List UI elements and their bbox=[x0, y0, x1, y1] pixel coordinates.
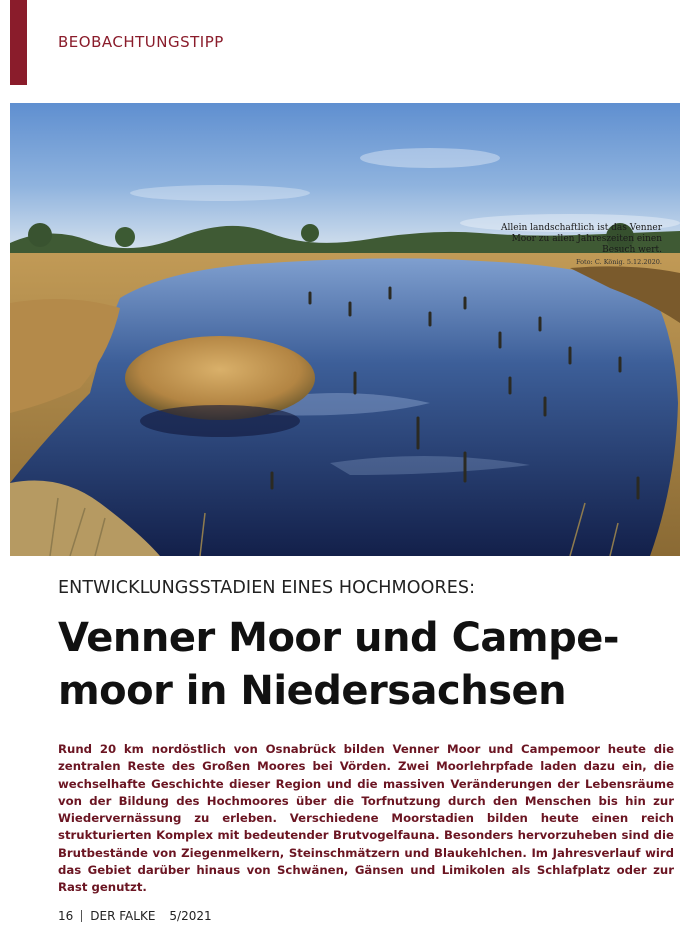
photo-credit: Foto: C. König. 5.12.2020. bbox=[575, 258, 662, 266]
caption-text: Allein landschaftlich ist das Venner Moor zu allen Jahreszeiten einen Besuch wert. bbox=[501, 223, 662, 255]
page-footer bbox=[58, 909, 212, 923]
issue-number: 5/2021 bbox=[169, 909, 212, 923]
article-kicker: ENTWICKLUNGSSTADIEN EINES HOCHMOORES: bbox=[58, 578, 476, 598]
section-label: BEOBACHTUNGSTIPP bbox=[58, 33, 224, 51]
article-headline bbox=[58, 612, 678, 718]
headline-line-2: moor in Niedersachsen bbox=[58, 668, 567, 714]
page-number: 16 bbox=[58, 909, 74, 923]
magazine-name: DER FALKE bbox=[90, 909, 156, 923]
footer-divider bbox=[81, 910, 82, 922]
moor-photo-illustration bbox=[10, 103, 680, 556]
photo-caption bbox=[492, 223, 662, 267]
moor-landscape-photo bbox=[10, 103, 680, 556]
article-lead: Rund 20 km nordöstlich von Osnabrück bilden Venner Moor und Campemoor heute die zentralen Reste des Großen Moores bei Vörden. Zwei Moorlehrpfade laden dazu ein, die wechselhafte Geschichte dieser Region und die massiven Veränderungen der Lebensräume von der Bildung des Hochmoores über die Torfnutzung durch den Menschen bis hin zur Wiedervernässung zu erleben. Verschiedene Moorstadien bilden heute einen reich strukturierten Komplex mit bedeutender Brutvogelfauna. Besonders hervorzuheben sind die Brutbestände von Ziegenmelkern, Steinschmätzern und Blaukehlchen. Im Jahresverlauf wird das Gebiet darüber hinaus von Schwänen, Gänsen und Limikolen als Schlafplatz oder zur Rast genutzt. bbox=[58, 742, 674, 895]
headline-line-1: Venner Moor und Campe- bbox=[58, 615, 619, 661]
section-color-bar bbox=[10, 0, 27, 85]
